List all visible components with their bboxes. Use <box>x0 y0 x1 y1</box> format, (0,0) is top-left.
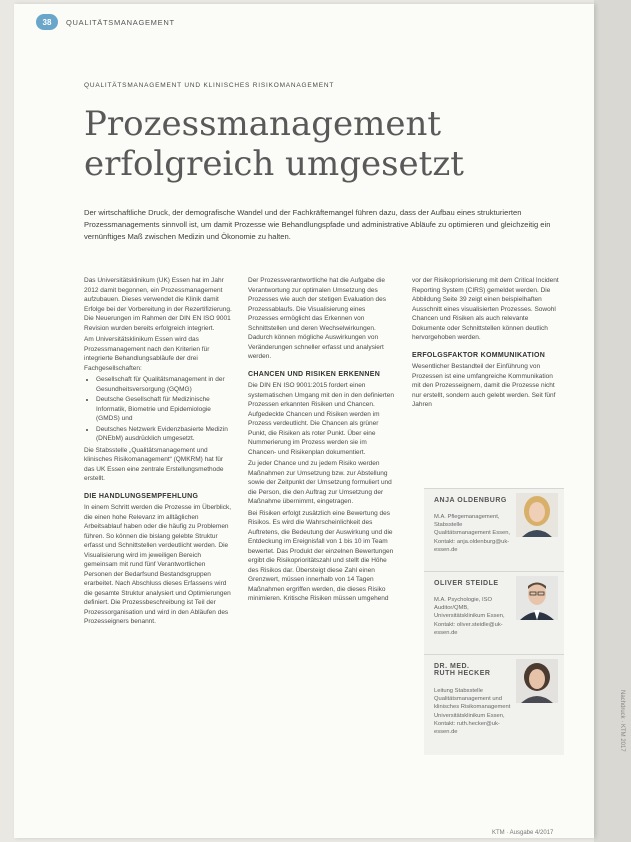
author-bio: M.A. Pflegemanagement, Stabsstelle Qualitätsmanagement Essen, Kontakt: anja.oldenburg@uk-essen.de <box>434 514 511 553</box>
spine-label: Nachdruck · KTM 2017 <box>619 690 625 752</box>
subheading-chancen-risiken: CHANCEN UND RISIKEN ERKENNEN <box>248 370 381 378</box>
author-photo <box>516 576 558 620</box>
author-name <box>434 663 514 677</box>
author-photo <box>516 659 558 703</box>
col1-paragraph-3: Die Stabsstelle „Qualitätsmanagement und klinisches Risikomanagement“ (QMKRM) hat für das UK Essen eine zentrale Erstellungsmethode erstellt. <box>84 446 224 482</box>
author-photo <box>516 493 558 537</box>
author-name: OLIVER STEIDLE <box>434 580 499 587</box>
section-label: QUALITÄTSMANAGEMENT <box>66 17 175 27</box>
subheading-handlungsempfehlung: DIE HANDLUNGSEMPFEHLUNG <box>84 492 199 500</box>
society-list-item: • Deutsches Netzwerk Evidenzbasierte Medizin (DNEbM) ausdrücklich umgesetzt. <box>96 425 232 444</box>
society-list <box>84 375 232 444</box>
col2-paragraph-3: Zu jeder Chance und zu jedem Risiko werden Maßnahmen zur Umsetzung bzw. zur Abstellung sowie der Zeitpunkt der Umsetzung formuliert und die Person, die den Auftrag zur Umsetzung der Maßnahme übernimmt, eingetragen. <box>248 460 392 505</box>
author-box-oldenburg <box>424 488 564 571</box>
magazine-page <box>14 4 594 838</box>
col3-paragraph-2: Wesentlicher Bestandteil der Einführung von Prozessen ist eine umfangreiche Kommunikation mit den Prozesseignern, damit die Prozesse nicht nur erstellt, sondern auch gelebt werden. Seit fünf Jahren <box>412 363 556 408</box>
col1-paragraph-4: In einem Schritt werden die Prozesse im Überblick, die einen hohe Relevanz im alltäglichen Arbeitsablauf haben oder die häufig zu Problemen führen. So können die bislang gelebte Struktur erfasst und Schnittstellen verdeutlicht werden. Die Visualisierung wird im jeweiligen Bereich gemeinsam mit rund fünf Verantwortlichen Personen der Bedarfsund Bestandsgruppen erarbeitet. Nach Abschluss dieses Erfassens wird die gesamte Struktur analysiert und Optimierungen definiert. Die Prozessbeschreibung ist Teil der Prozessorganisation und wird in den Abläufen des Prozesseigners benannt. <box>84 504 232 625</box>
society-list-item: • Gesellschaft für Qualitätsmanagement in der Gesundheitsversorgung (GQMG) <box>96 375 232 394</box>
author-box-steidle <box>424 571 564 654</box>
text-column-3 <box>412 276 560 412</box>
text-column-1 <box>84 276 232 629</box>
text-column-2 <box>248 276 396 606</box>
page-footer: KTM · Ausgabe 4/2017 <box>492 830 554 836</box>
col2-paragraph-1: Der Prozessverantwortliche hat die Aufgabe die Verantwortung zur optimalen Umsetzung des Prozesses wie auch der stetigen Evaluation des Prozessablaufs. Die Visualisierung eines Prozesses ermöglicht das Erkennen von Schnittstellen und deren Wechselwirkungen. Dadurch können mögliche Auswirkungen von Veränderungen schneller erfasst und analysiert werden. <box>248 277 387 360</box>
page-number-badge: 38 <box>36 14 58 30</box>
article-kicker: QUALITÄTSMANAGEMENT UND KLINISCHES RISIKOMANAGEMENT <box>84 82 335 89</box>
article-lead: Der wirtschaftliche Druck, der demografische Wandel und der Fachkräftemangel führen dazu, dass der Aufbau eines strukturierten Prozessmanagements sinnvoll ist, um damit Prozesse wie Behandlungspfade und administrative Abläufe zu optimieren und gleichzeitig ein vernünftiges Maß zwischen Medizin und Ökonomie zu halten. <box>84 208 551 241</box>
col2-paragraph-4: Bei Risiken erfolgt zusätzlich eine Bewertung des Risikos. Es wird die Wahrscheinlichkeit des Auftretens, die Bedeutung der Auswirkung und die Entdeckung im Ereignisfall von 1 bis 10 im Team bewertet. Das Produkt der einzelnen Bewertungen ergibt die Risikoprioritätszahl und stellt die Höhe des Risikos dar. Übersteigt diese Zahl einen Grenzwert, müssen innerhalb von 14 Tagen Maßnahmen ergriffen werden, die dieses Risiko minimieren. Kritische Risiken müssen umgehend <box>248 509 394 602</box>
author-bio: M.A. Psychologie, ISO Auditor/QMB, Universitätsklinikum Essen, Kontakt: oliver.steidle@uk-essen.de <box>434 597 505 636</box>
col3-paragraph-1: vor der Risikopriorisierung mit dem Critical Incident Reporting System (CIRS) gemeldet werden. Die Abbildung Seite 39 zeigt einen beispielhaften Ausschnitt eines visualisierten Prozesses. Sowohl Chancen und Risiken als auch relevante Dokumente oder Schnittstellen können deutlich hervorgehoben werden. <box>412 277 559 341</box>
article-title <box>84 104 554 184</box>
subheading-kommunikation: ERFOLGSFAKTOR KOMMUNIKATION <box>412 351 546 359</box>
author-boxes <box>424 488 564 818</box>
scanner-spine <box>594 0 631 842</box>
author-name-full: RUTH HECKER <box>434 670 491 677</box>
col2-paragraph-2: Die DIN EN ISO 9001:2015 fordert einen systematischen Umgang mit den in den definierten Prozessen erkannten Risiken und Chancen. Aufgedeckte Chancen und Risiken werden im Prozess verdeutlicht. Die Chancen als grüner Punkt, die Risiken als roter Punkt. Über eine Nummerierung im Prozess werden sie im Chancen- und Risikenplan dokumentiert. <box>248 382 394 456</box>
author-box-hecker <box>424 654 564 755</box>
society-list-item: • Deutsche Gesellschaft für Medizinische Informatik, Biometrie und Epidemiologie (GMDS) und <box>96 395 232 424</box>
title-line-1: Prozessmanagement <box>84 104 442 144</box>
title-line-2: erfolgreich umgesetzt <box>84 144 464 184</box>
author-bio: Leitung Stabsstelle Qualitätsmanagement und klinisches Risikomanagement Universitätsklinikum Essen, Kontakt: ruth.hecker@uk-essen.de <box>434 688 511 736</box>
col1-paragraph-1: Das Universitätsklinikum (UK) Essen hat im Jahr 2012 damit begonnen, ein Prozessmanagement aufzubauen. Dieses verwendet die Klinik damit Erfolge bei der Vorbereitung in der Rezertifizierung. Die Neuerungen im Rahmen der DIN EN ISO 9001 Revision wurden bereits erfolgreich integriert. <box>84 277 232 332</box>
page-header <box>36 14 175 30</box>
author-name-title: DR. MED. <box>434 663 470 670</box>
author-name: ANJA OLDENBURG <box>434 497 507 504</box>
col1-paragraph-2: Am Universitätsklinikum Essen wird das Prozessmanagement nach den Kriterien für integrierte Behandlungsabläufe der drei Fachgesellschaften: <box>84 336 210 372</box>
